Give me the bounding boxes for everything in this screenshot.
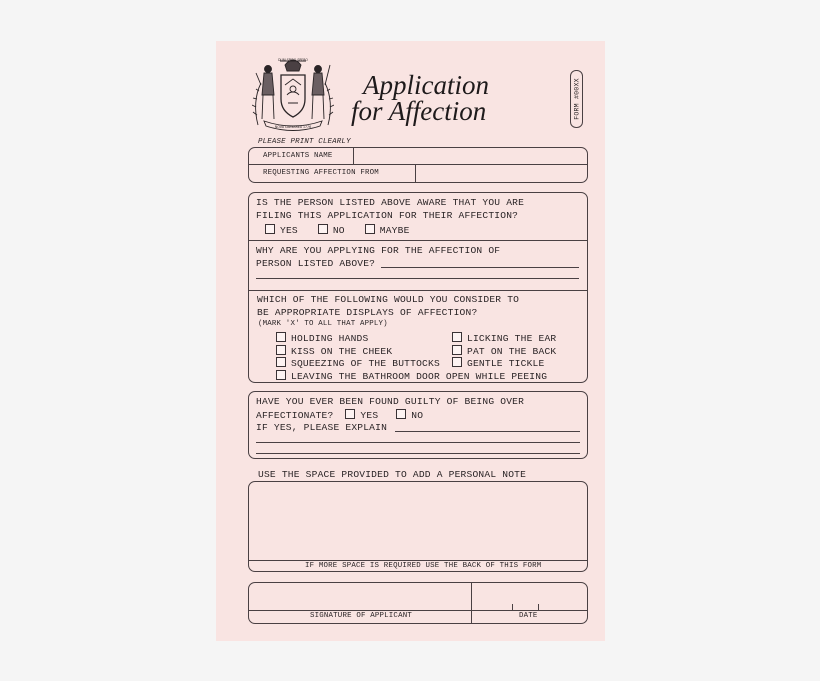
reason-answer-line[interactable] (381, 267, 579, 268)
displays-instruction: (MARK 'X' TO ALL THAT APPLY) (258, 320, 388, 328)
option-licking-ear[interactable]: LICKING THE EAR (452, 332, 556, 345)
checkbox[interactable] (276, 332, 286, 342)
awareness-options (265, 224, 410, 236)
guilty-no-checkbox[interactable] (396, 409, 406, 419)
checkbox[interactable] (452, 357, 462, 367)
please-print-note: PLEASE PRINT CLEARLY (258, 138, 351, 146)
requesting-from-field[interactable] (417, 166, 585, 180)
awareness-no-option[interactable]: NO (318, 225, 345, 236)
reason-answer-line-2[interactable] (256, 278, 579, 279)
date-label: DATE (519, 612, 538, 620)
awareness-maybe-checkbox[interactable] (365, 224, 375, 234)
date-field[interactable] (473, 585, 585, 608)
guilty-explain-label: IF YES, PLEASE EXPLAIN (256, 422, 388, 433)
seal-banner-bottom: NOVA CAESAREA 1776 (274, 125, 312, 129)
checkbox[interactable] (276, 345, 286, 355)
displays-question-line2: BE APPROPRIATE DISPLAYS OF AFFECTION? (257, 307, 478, 318)
checkbox[interactable] (276, 370, 286, 380)
form-number: FORM #00XX (573, 78, 580, 120)
applicants-name-field[interactable] (355, 149, 585, 163)
checkbox[interactable] (452, 332, 462, 342)
guilty-yes-option[interactable]: YES (345, 410, 378, 421)
guilty-question-line2-row (256, 409, 423, 421)
guilty-section (248, 391, 588, 459)
option-pat-on-back[interactable]: PAT ON THE BACK (452, 345, 556, 358)
applicants-name-label: APPLICANTS NAME (263, 152, 333, 160)
awareness-yes-checkbox[interactable] (265, 224, 275, 234)
checkbox[interactable] (276, 357, 286, 367)
option-holding-hands[interactable]: HOLDING HANDS (276, 332, 547, 345)
awareness-question-line1: IS THE PERSON LISTED ABOVE AWARE THAT YOU ARE (256, 197, 525, 208)
displays-question-line1: WHICH OF THE FOLLOWING WOULD YOU CONSIDER TO (257, 294, 520, 305)
explain-answer-line-3[interactable] (256, 453, 580, 454)
signature-field[interactable] (251, 585, 469, 608)
reason-question-line2: PERSON LISTED ABOVE? (256, 258, 376, 269)
awareness-question-line2: FILING THIS APPLICATION FOR THEIR AFFECTION? (256, 210, 519, 221)
option-kiss-on-cheek[interactable]: KISS ON THE CHEEK (276, 345, 547, 358)
signature-section (248, 582, 588, 624)
checkbox[interactable] (452, 345, 462, 355)
guilty-question-line2: AFFECTIONATE? (256, 410, 334, 421)
form-title-line1: Application (363, 70, 489, 100)
guilty-yes-checkbox[interactable] (345, 409, 355, 419)
personal-note-footer: IF MORE SPACE IS REQUIRED USE THE BACK OF THIS FORM (305, 562, 542, 570)
awareness-no-checkbox[interactable] (318, 224, 328, 234)
signature-label: SIGNATURE OF APPLICANT (310, 612, 412, 620)
seal-banner-top: DUM SPIRO SPERO (278, 58, 308, 62)
questions-section (248, 192, 588, 383)
coat-of-arms-icon (252, 55, 334, 133)
option-squeezing-buttocks[interactable]: SQUEEZING OF THE BUTTOCKS (276, 357, 547, 370)
affection-application-form (216, 41, 605, 641)
form-number-tag (570, 70, 583, 128)
form-title-line2: for Affection (351, 96, 487, 126)
explain-answer-line[interactable] (395, 431, 580, 432)
names-section (248, 147, 588, 183)
option-bathroom-door[interactable]: LEAVING THE BATHROOM DOOR OPEN WHILE PEEING (276, 370, 547, 383)
option-gentle-tickle[interactable]: GENTLE TICKLE (452, 357, 556, 370)
reason-question-line1: WHY ARE YOU APPLYING FOR THE AFFECTION OF (256, 245, 501, 256)
requesting-from-label: REQUESTING AFFECTION FROM (263, 169, 379, 177)
awareness-maybe-option[interactable]: MAYBE (365, 225, 410, 236)
personal-note-label: USE THE SPACE PROVIDED TO ADD A PERSONAL NOTE (258, 469, 527, 480)
guilty-no-option[interactable]: NO (396, 410, 423, 421)
displays-right-options (452, 332, 556, 370)
personal-note-section (248, 481, 588, 572)
personal-note-field[interactable] (251, 484, 585, 558)
guilty-question-line1: HAVE YOU EVER BEEN FOUND GUILTY OF BEING OVER (256, 396, 525, 407)
explain-answer-line-2[interactable] (256, 442, 580, 443)
awareness-yes-option[interactable]: YES (265, 225, 298, 236)
